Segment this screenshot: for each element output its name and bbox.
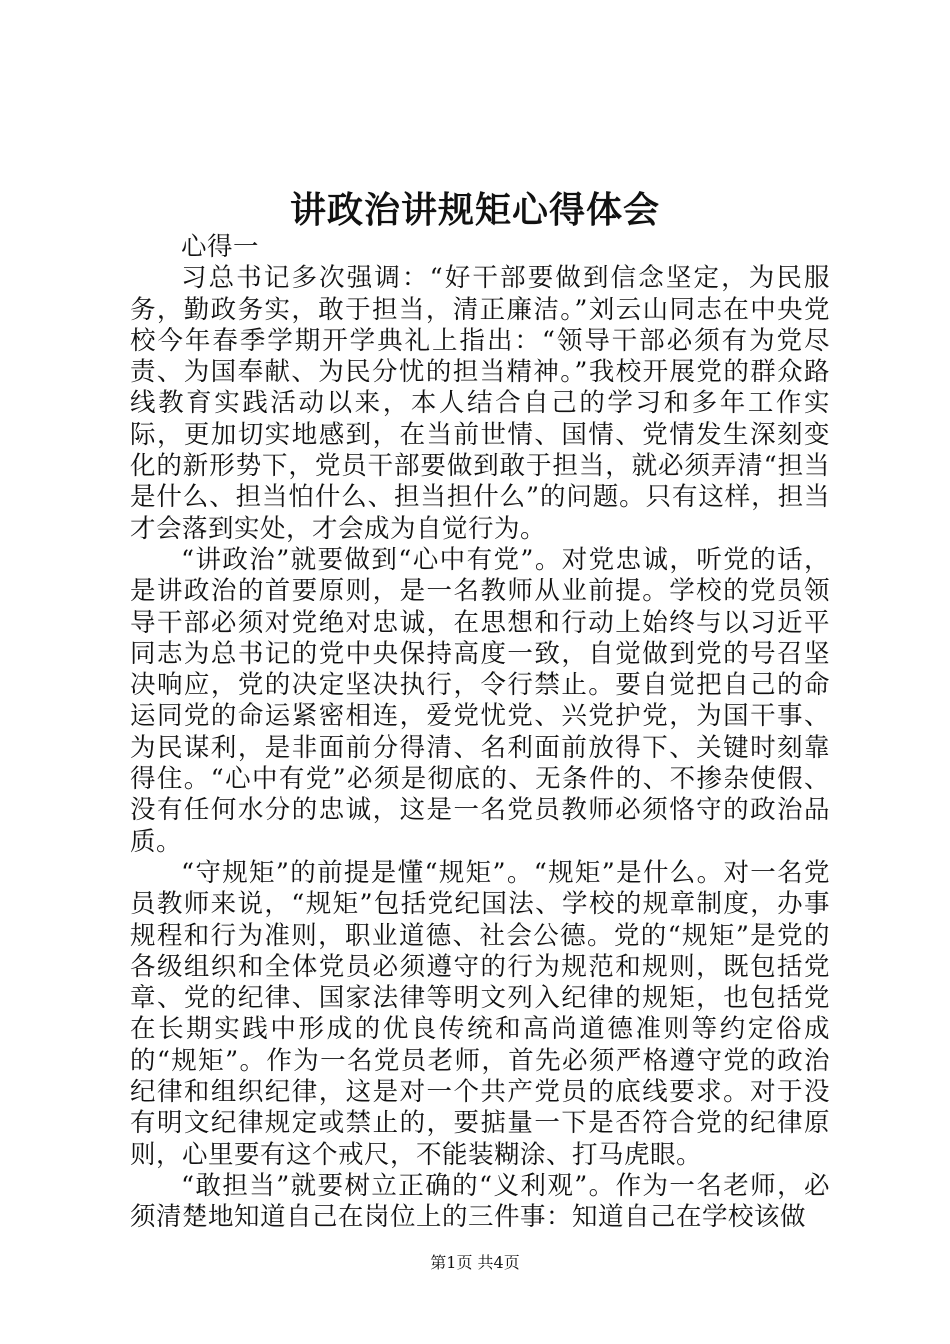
section-heading: 心得一 bbox=[181, 232, 260, 262]
paragraph: 习总书记多次强调：“好干部要做到信念坚定，为民服务，勤政务实，敢于担当，清正廉洁。”刘云山同志在中央党校今年春季学期开学典礼上指出：“领导干部必须有为党尽责、为国奉献、为民分忧的担当精神。”我校开展党的群众路线教育实践活动以来，本人结合自己的学习和多年工作实际，更加切实地感到，在当前世情、国情、党情发生深刻变化的新形势下，党员干部要做到敢于担当，就必须弄清“担当是什么、担当怕什么、担当担什么”的问题。只有这样，担当才会落到实处，才会成为自觉行为。 bbox=[130, 263, 830, 544]
document-title: 讲政治讲规矩心得体会 bbox=[289, 189, 660, 231]
page-footer: 第1页 共4页 bbox=[430, 1253, 520, 1272]
paragraph: “讲政治”就要做到“心中有党”。对党忠诚，听党的话，是讲政治的首要原则，是一名教师从业前提。学校的党员领导干部必须对党绝对忠诚，在思想和行动上始终与以习近平同志为总书记的党中央保持高度一致，自觉做到党的号召坚决响应，党的决定坚决执行，令行禁止。要自觉把自己的命运同党的命运紧密相连，爱党忧党、兴党护党，为国干事、为民谋利，是非面前分得清、名利面前放得下、关键时刻靠得住。“心中有党”必须是彻底的、无条件的、不掺杂使假、没有任何水分的忠诚，这是一名党员教师必须恪守的政治品质。 bbox=[130, 544, 830, 857]
document-body bbox=[130, 232, 830, 1234]
paragraph: “敢担当”就要树立正确的“义利观”。作为一名老师，必须清楚地知道自己在岗位上的三件事：知道自己在学校该做 bbox=[130, 1170, 830, 1233]
paragraph: “守规矩”的前提是懂“规矩”。“规矩”是什么。对一名党员教师来说，“规矩”包括党纪国法、学校的规章制度，办事规程和行为准则，职业道德、社会公德。党的“规矩”是党的各级组织和全体党员必须遵守的行为规范和规则，既包括党章、党的纪律、国家法律等明文列入纪律的规矩，也包括党在长期实践中形成的优良传统和高尚道德准则等约定俗成的“规矩”。作为一名党员老师，首先必须严格遵守党的政治纪律和组织纪律，这是对一个共产党员的底线要求。对于没有明文纪律规定或禁止的，要掂量一下是否符合党的纪律原则，心里要有这个戒尺，不能装糊涂、打马虎眼。 bbox=[130, 857, 830, 1170]
